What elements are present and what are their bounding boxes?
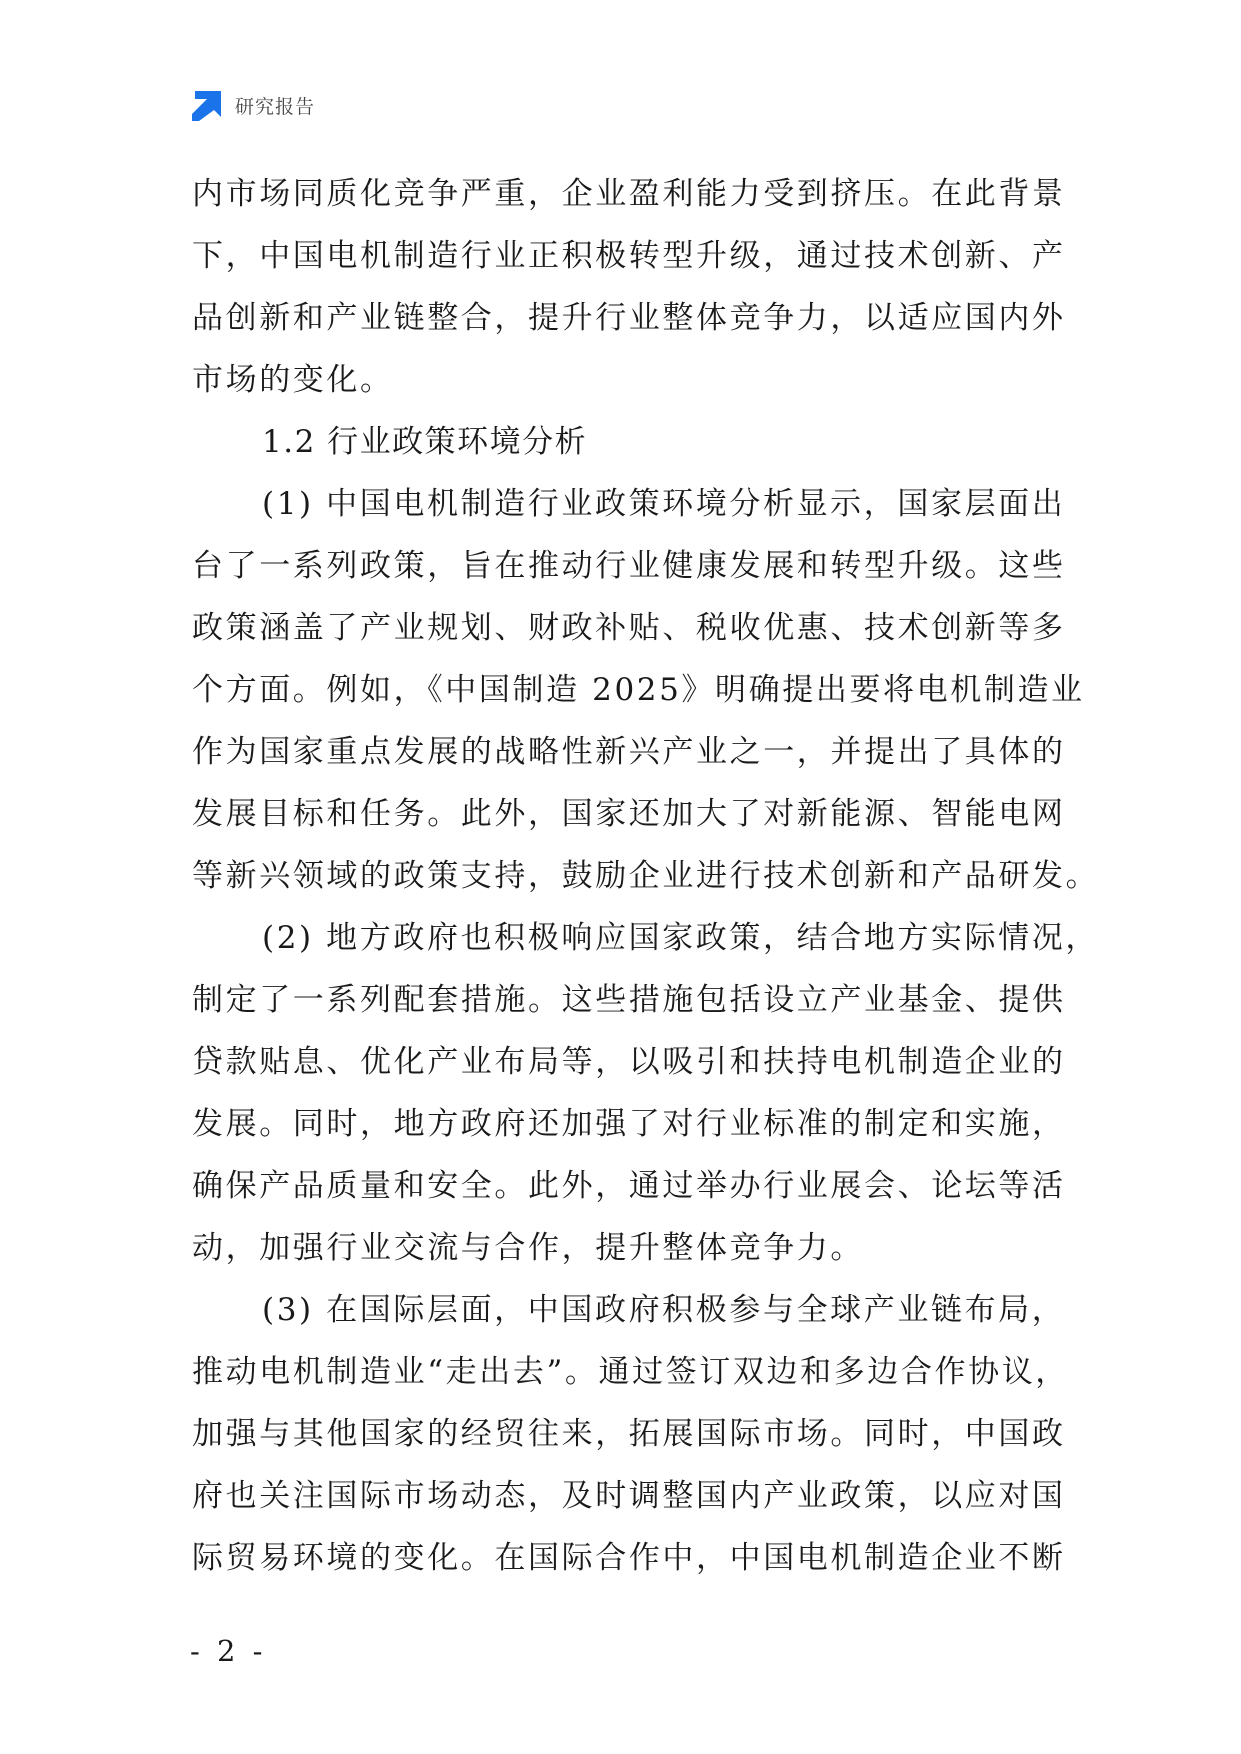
text-line: 际贸易环境的变化。在国际合作中，中国电机制造企业不断 xyxy=(192,1540,1066,1576)
text-line: 贷款贴息、优化产业布局等，以吸引和扶持电机制造企业的 xyxy=(192,1044,1066,1080)
text-line: 发展。同时，地方政府还加强了对行业标准的制定和实施， xyxy=(192,1106,1066,1142)
text-line: 市场的变化。 xyxy=(192,362,394,398)
text-line: 下，中国电机制造行业正积极转型升级，通过技术创新、产 xyxy=(192,238,1066,274)
text-line: 个方面。例如，《中国制造 2025》明确提出要将电机制造业 xyxy=(192,672,1085,708)
page-header xyxy=(191,88,315,122)
text-line: 内市场同质化竞争严重，企业盈利能力受到挤压。在此背景 xyxy=(192,176,1066,212)
text-line: 作为国家重点发展的战略性新兴产业之一，并提出了具体的 xyxy=(192,734,1066,770)
text-line: 发展目标和任务。此外，国家还加大了对新能源、智能电网 xyxy=(192,796,1066,832)
text-line: (2) 地方政府也积极响应国家政策，结合地方实际情况， xyxy=(262,920,1099,956)
arrow-logo-icon xyxy=(191,89,223,121)
section-heading: 1.2 行业政策环境分析 xyxy=(262,424,588,460)
text-line: 推动电机制造业“走出去”。通过签订双边和多边合作协议， xyxy=(192,1354,1069,1390)
text-line: 加强与其他国家的经贸往来，拓展国际市场。同时，中国政 xyxy=(192,1416,1066,1452)
text-line: (3) 在国际层面，中国政府积极参与全球产业链布局， xyxy=(262,1292,1066,1328)
text-line: 品创新和产业链整合，提升行业整体竞争力，以适应国内外 xyxy=(192,300,1066,336)
page-number: - 2 - xyxy=(190,1634,267,1668)
text-line: 府也关注国际市场动态，及时调整国内产业政策，以应对国 xyxy=(192,1478,1066,1514)
text-line: 等新兴领域的政策支持，鼓励企业进行技术创新和产品研发。 xyxy=(192,858,1100,894)
header-label: 研究报告 xyxy=(235,95,316,118)
text-line: (1) 中国电机制造行业政策环境分析显示，国家层面出 xyxy=(262,486,1066,522)
text-line: 确保产品质量和安全。此外，通过举办行业展会、论坛等活 xyxy=(192,1168,1066,1204)
body-text xyxy=(192,163,1100,1589)
text-line: 台了一系列政策，旨在推动行业健康发展和转型升级。这些 xyxy=(192,548,1066,584)
text-line: 制定了一系列配套措施。这些措施包括设立产业基金、提供 xyxy=(192,982,1066,1018)
text-line: 政策涵盖了产业规划、财政补贴、税收优惠、技术创新等多 xyxy=(192,610,1066,646)
text-line: 动，加强行业交流与合作，提升整体竞争力。 xyxy=(192,1230,864,1266)
